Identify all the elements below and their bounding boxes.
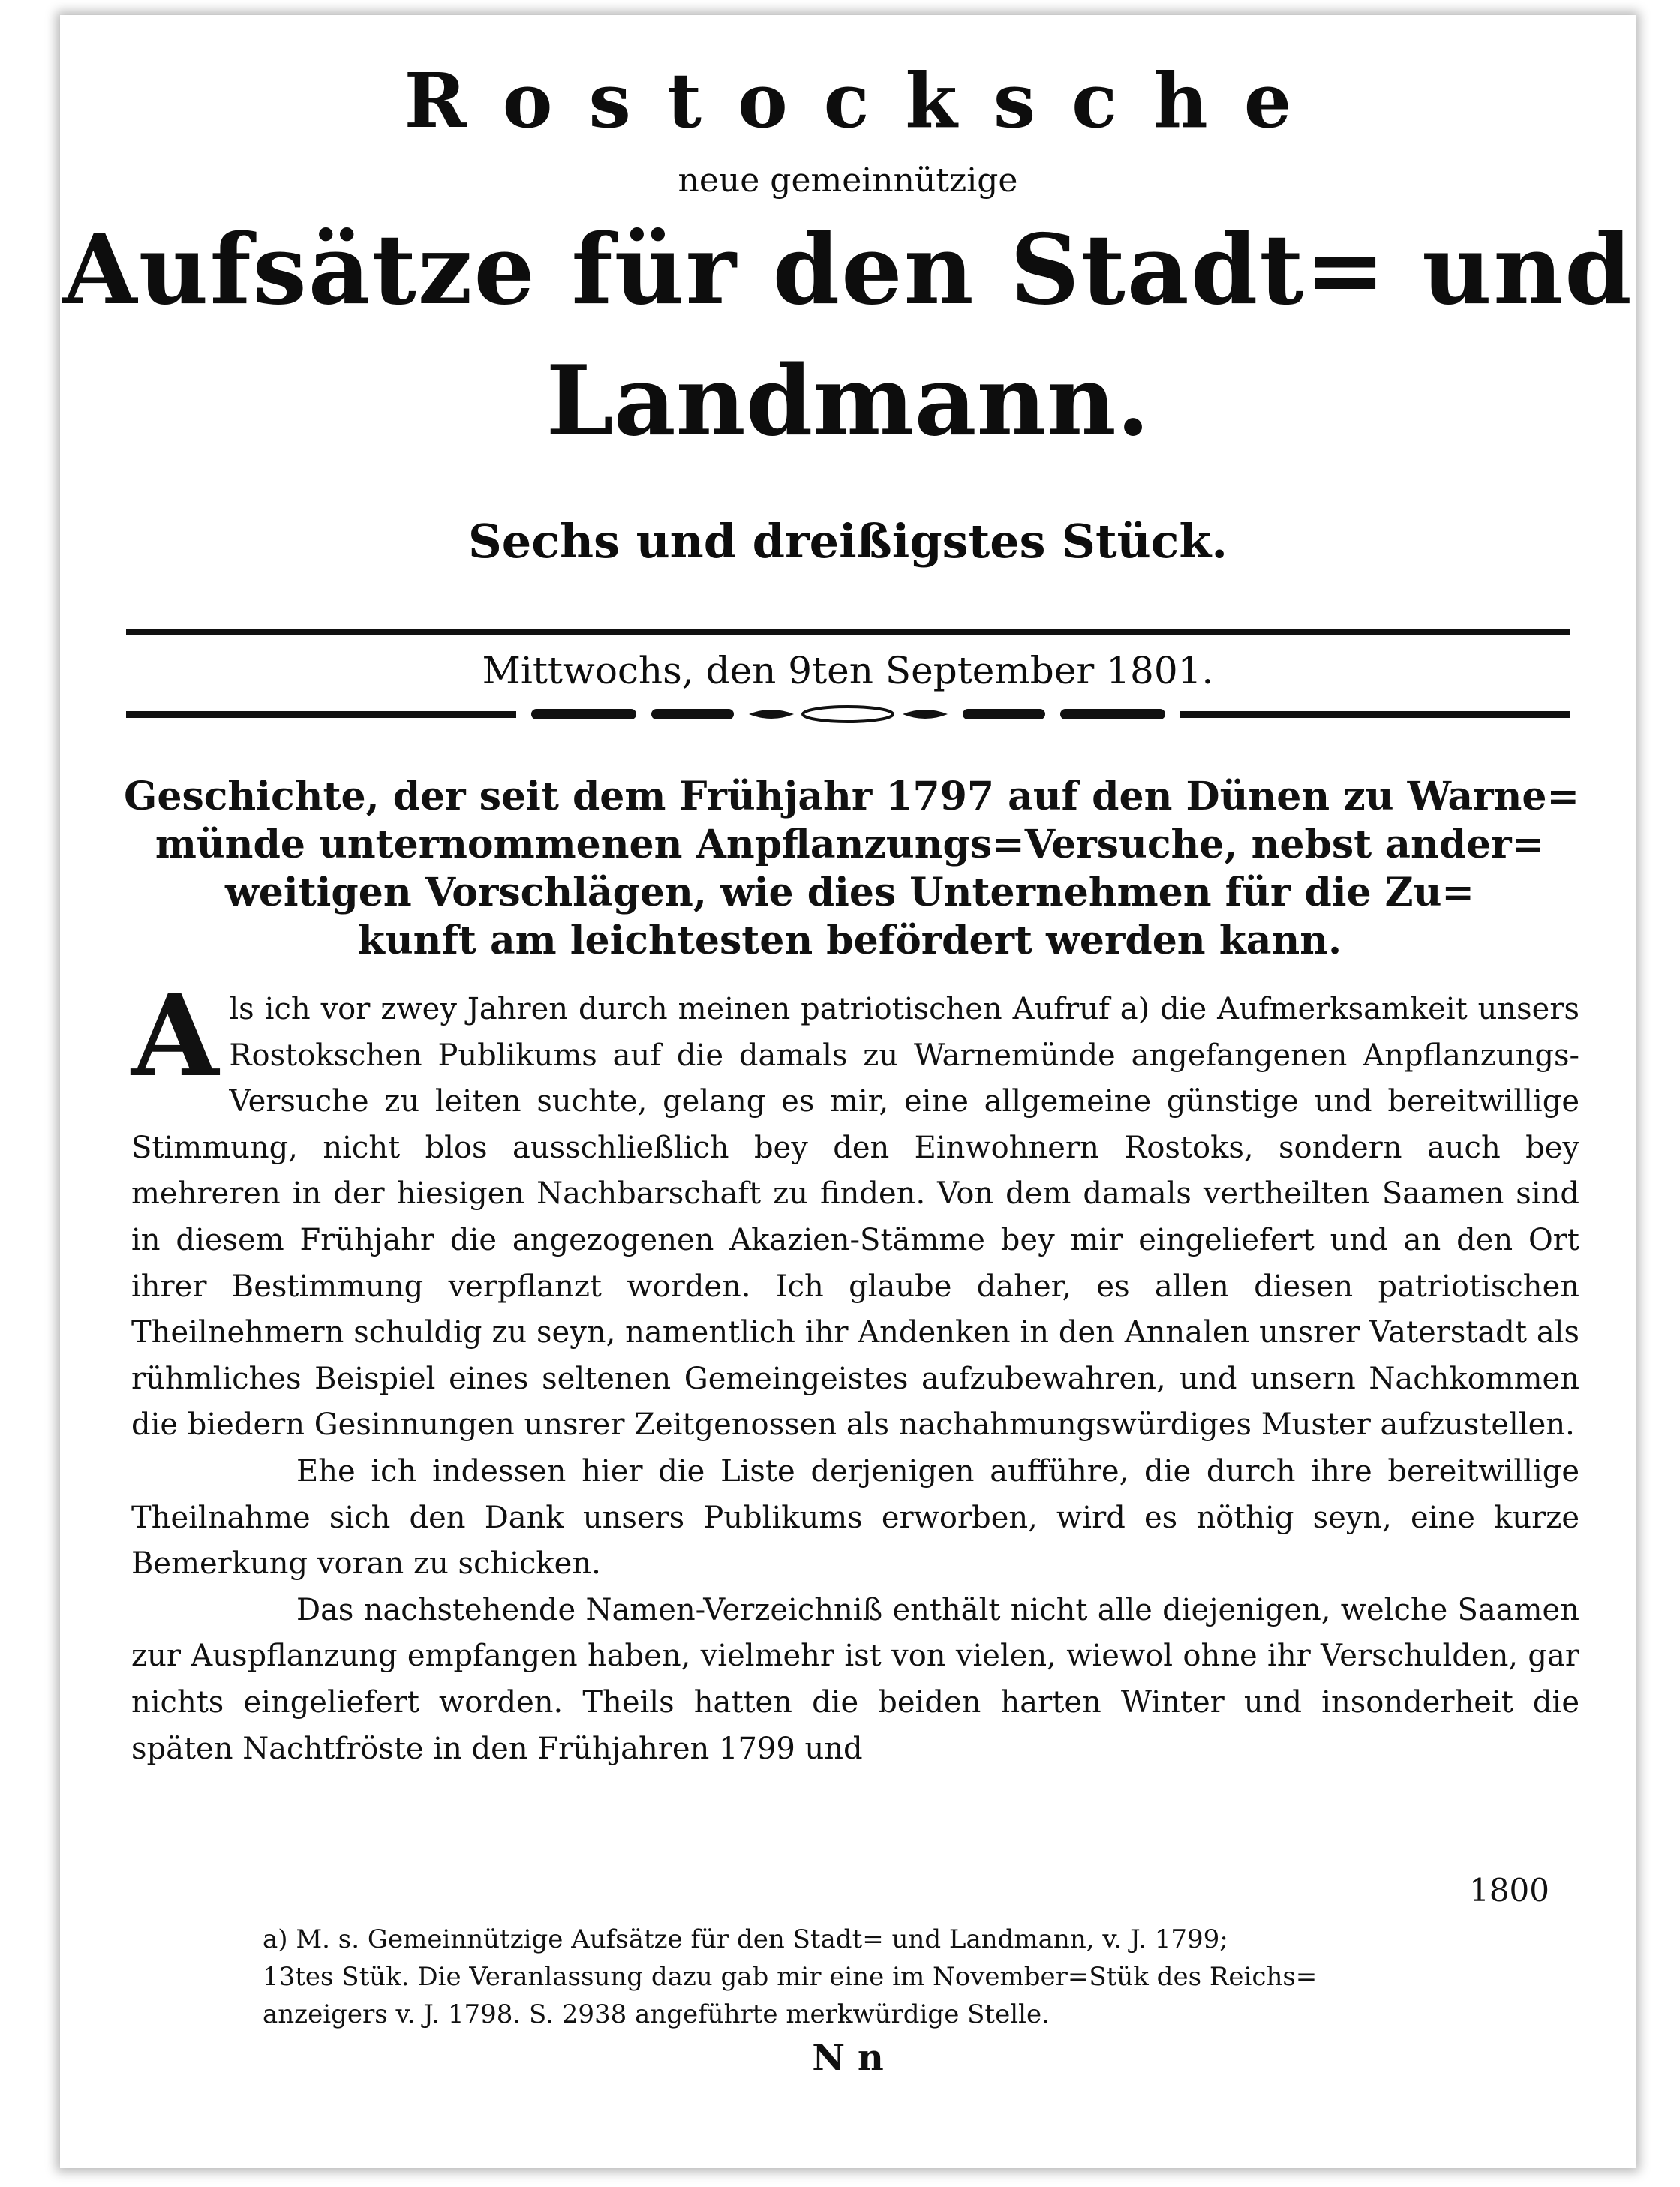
series-title: Rostocksche (404, 56, 1328, 145)
article-body (131, 970, 1579, 1772)
footnote-line: a) M. s. Gemeinnützige Aufsätze für den Stadt= und Landmann, v. J. 1799; (263, 1924, 1228, 1954)
catchword: 1800 (1469, 1872, 1549, 1909)
signature-mark: N n (812, 2037, 884, 2079)
drop-cap-initial: A (131, 970, 219, 1102)
top-rule (126, 629, 1570, 635)
masthead-subtitle: neue gemeinnützige (678, 161, 1018, 200)
footnote-line: 13tes Stük. Die Veranlassung dazu gab mir eine im November=Stük des Reichs= (263, 1962, 1318, 1992)
issue-number: Sechs und dreißigstes Stück. (468, 514, 1228, 569)
article-title-line: kunft am leichtesten befördert werden kann. (357, 918, 1342, 963)
article-title-line: münde unternommenen Anpflanzungs=Versuche, nebst ander= (155, 822, 1545, 867)
publication-title-line-1: Aufsätze für den Stadt= und (62, 214, 1633, 326)
issue-date: Mittwochs, den 9ten September 1801. (482, 649, 1214, 692)
footnote-line: anzeigers v. J. 1798. S. 2938 angeführte merkwürdige Stelle. (263, 1999, 1050, 2029)
footnote (263, 1921, 1572, 2033)
newspaper-page (60, 15, 1636, 2168)
paragraph: Ehe ich indessen hier die Liste derjenigen aufführe, die durch ihre bereitwillige Theilnahme sich den Dank unsers Publikums erworben, wird es nöthig seyn, eine kurze Bemerkung voran zu schicken. (131, 1453, 1579, 1582)
ornamental-rule (126, 699, 1570, 729)
paragraph-text: ls ich vor zwey Jahren durch meinen patriotischen Aufruf a) die Aufmerksamkeit unsers Rostokschen Publikums auf die damals zu Warnemünde angefangenen Anpflanzungs-Versuche zu leiten suchte, gelang es mir, eine allgemeine günstige und bereitwillige Stimmung, nicht blos ausschließlich bey den Einwohnern Rostoks, sondern auch bey mehreren in der hiesigen Nachbarschaft zu finden. Von dem damals vertheilten Saamen sind in diesem Frühjahr die angezogenen Akazien-Stämme bey mir eingeliefert und an den Ort ihrer Bestimmung verpflanzt worden. Ich glaube daher, es allen diesen patriotischen Theilnehmern schuldig zu seyn, namentlich ihr Andenken in den Annalen unsrer Vaterstadt als rühmliches Beispiel eines seltenen Gemeingeistes aufzubewahren, und unsern Nachkommen die biedern Gesinnungen unsrer Zeitgenossen als nachahmungswürdiges Muster aufzustellen. (131, 992, 1579, 1443)
paragraph (131, 970, 1579, 1449)
paragraph: Das nachstehende Namen-Verzeichniß enthält nicht alle diejenigen, welche Saamen zur Auspflanzung empfangen haben, vielmehr ist von vielen, wiewol ohne ihr Verschulden, gar nichts eingeliefert worden. Theils hatten die beiden harten Winter und insonderheit die späten Nachtfröste in den Frühjahren 1799 und (131, 1592, 1579, 1766)
publication-title-line-2: Landmann. (545, 345, 1150, 458)
article-title (124, 773, 1580, 965)
article-title-line: Geschichte, der seit dem Frühjahr 1797 auf den Dünen zu Warne= (124, 774, 1580, 819)
article-title-line: weitigen Vorschlägen, wie dies Unternehmen für die Zu= (225, 870, 1474, 915)
